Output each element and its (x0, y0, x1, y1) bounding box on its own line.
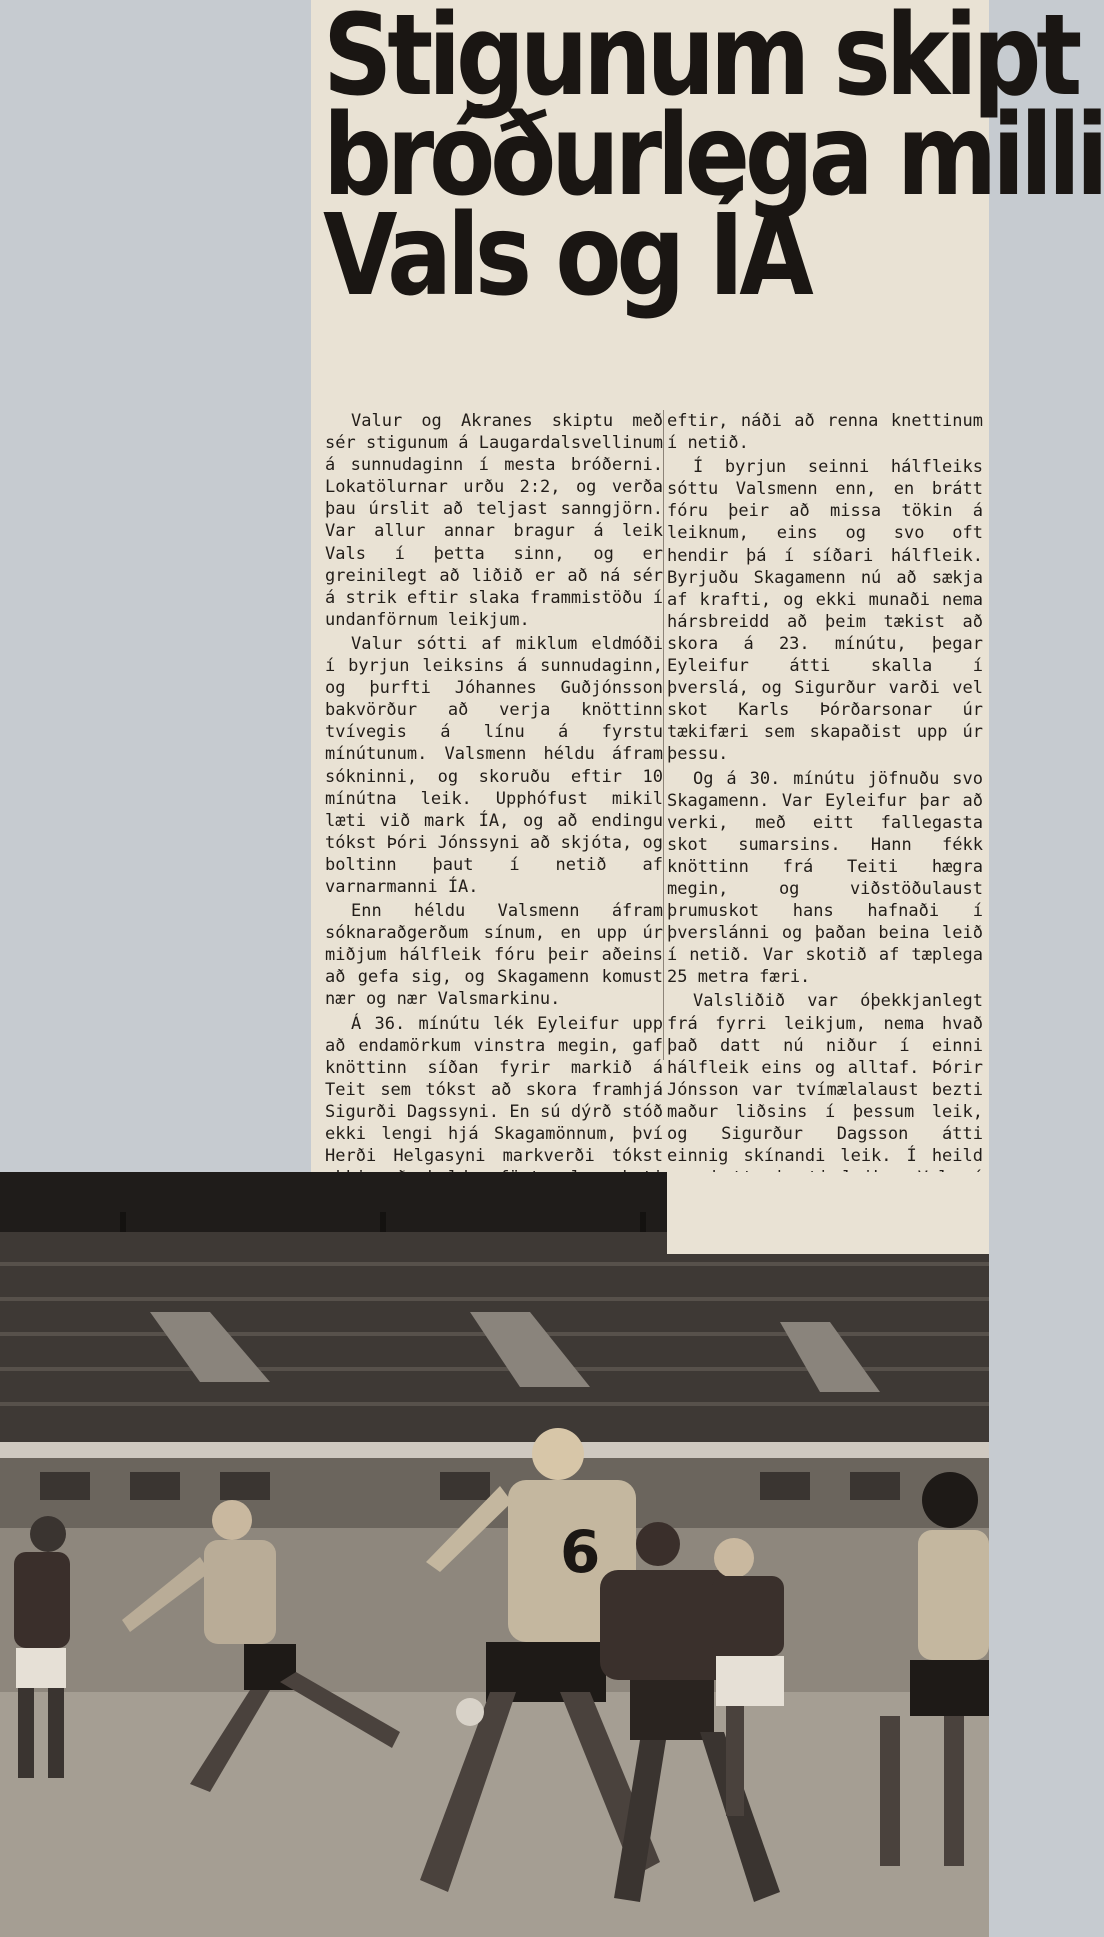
article-paragraph: Á 36. mínútu lék Eyleifur upp að endamörkum vinstra megin, gaf knöttinn síðan fyrir markið á Teit sem tókst að skora framhjá Sigurði Dagssyni. En sú dýrð stóð ekki lengi hjá Skagamönnum, því Herði Helgasyni markverði tókst (325, 1013, 663, 1167)
football (456, 1698, 484, 1726)
headline-line-3: Vals og ÍA (323, 191, 809, 321)
match-photo (0, 1172, 989, 1937)
article-paragraph: Í byrjun seinni hálfleiks sóttu Valsmenn enn, en brátt fóru þeir að missa tökin á leiknum, eins og svo oft hendir þá í síðari hálfleik. Byrjuðu Skagamenn nú að sækja af krafti, og ekki munaði nema hársbreidd að þeim tækist að skora á 23. mínútu, þegar Eyleifur átti skalla í þverslá, og Sigurður varði vel skot Karls Þórðarsonar úr tækifæri sem skapaðist upp úr þessu. (667, 457, 983, 765)
stand-windows (40, 1472, 900, 1500)
headline-line-1: Stigunum skipt (323, 0, 1078, 121)
article-clipping-overlap (667, 1172, 989, 1254)
article-column-left (325, 410, 663, 1258)
article-paragraph: Valsliðið var óþekkjanlegt frá fyrri leikjum, nema hvað það datt nú niður í einni hálfleik eins og alltaf. Þórir Jónsson var tvímælalaust bezti maður liðsins í þessum leik, og Sigurður Dagsson átti einnig skínandi leik. Í heild (667, 991, 983, 1167)
article-clipping (311, 0, 1104, 1172)
match-photo-drawing (0, 1172, 989, 1937)
railing (0, 1442, 989, 1458)
article-paragraph: Enn héldu Valsmenn áfram sóknaraðgerðum sínum, en upp úr miðjum hálfleik fóru þeir aðeins að gefa sig, og Skagamenn komust nær og nær Valsmarkinu. (325, 901, 663, 1010)
article-paragraph: Valur og Akranes skiptu með sér stigunum á Laugardalsvellinum á sunnudaginn í mesta bróðerni. Lokatölurnar urðu 2:2, og verða þau úrslit að teljast sanngjörn. Var allur annar bragur á leik Vals í þetta sinn, og er greinilegt að liðið er að ná sér á strik eftir slaka frammistöðu í undanförnum leikjum. (325, 411, 663, 630)
jersey-number: 6 (560, 1518, 601, 1586)
headline-line-2: bróðurlega milli (323, 91, 1104, 221)
article-paragraph: Valur sótti af miklum eldmóði í byrjun leiksins á sunnudaginn, og þurfti Jóhannes Guðjónsson bakvörður að verja knöttinn tvívegis á línu á fyrstu mínútunum. Valsmenn héldu áfram sókninni, og skoruðu eftir 10 mínútna leik. Upphófust mikil læti við mark ÍA, og að endingu tókst Þóri Jónssyni að skjóta, og boltinn þaut í netið af varnarmanni ÍA. (325, 633, 663, 897)
article-paragraph: Og á 30. mínútu jöfnuðu svo Skagamenn. Var Eyleifur þar að verki, með eitt fallegasta skot sumarsins. Hann fékk knöttinn frá Teiti hægra megin, og viðstöðulaust þrumuskot hans hafnaði í þverslánni og þaðan beina leið í netið. Var skotið af tæplega 25 metra færi. (667, 768, 983, 988)
headline (323, 0, 1104, 321)
article-paragraph: eftir, náði að renna knettinum í netið. (667, 411, 983, 454)
column-divider (663, 410, 664, 1060)
